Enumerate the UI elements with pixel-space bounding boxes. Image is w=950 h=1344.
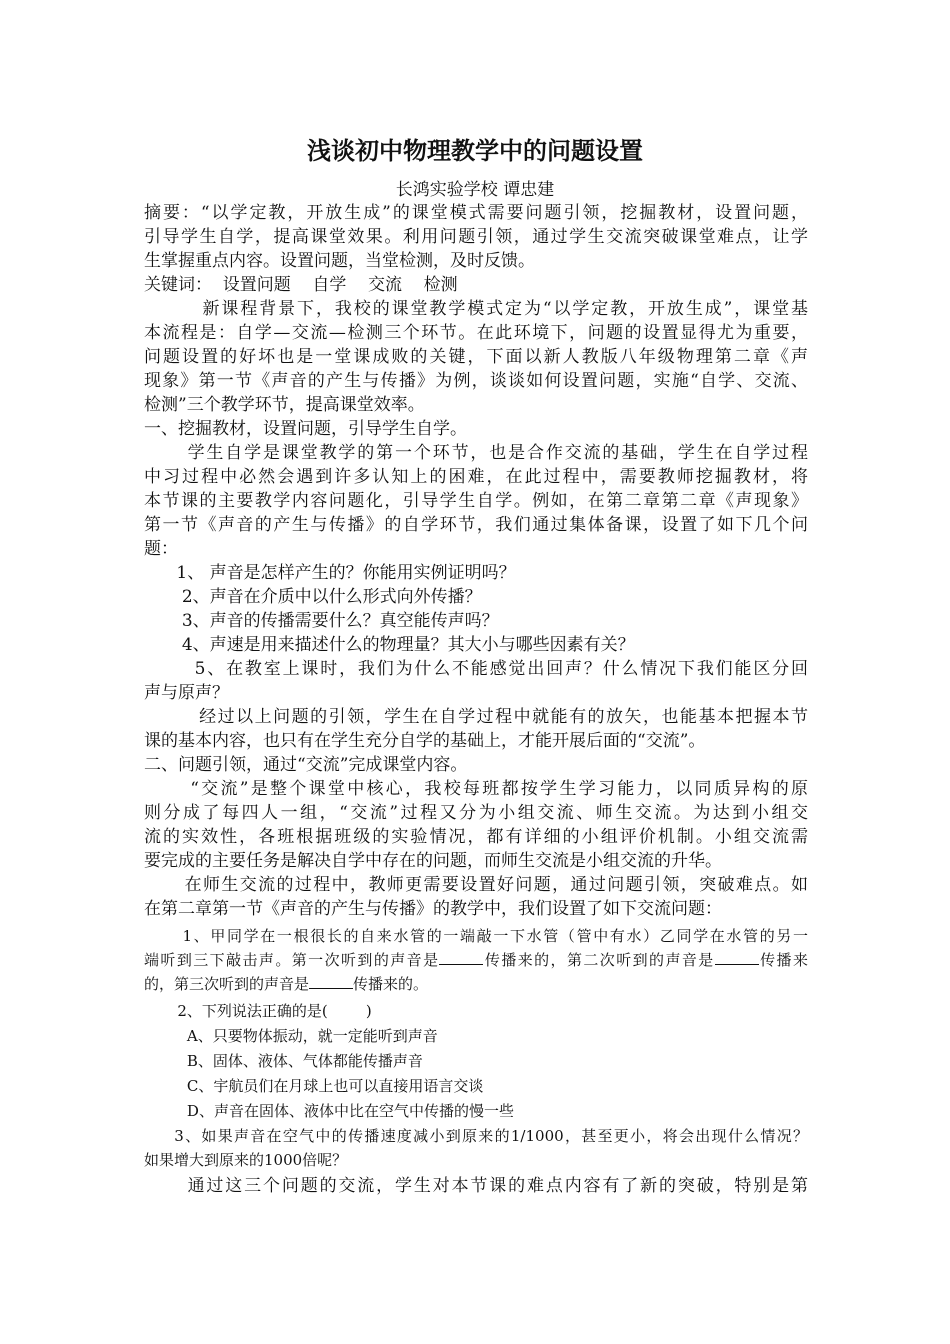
- paragraph-line: 流的实效性，各班根据班级的实验情况，都有详细的小组评价机制。小组交流需: [144, 827, 808, 847]
- answer-blank[interactable]: [715, 950, 759, 965]
- exercise-3-line: 3、如果声音在空气中的传播速度减小到原来的1/1000，甚至更小，将会出现什么情况？: [144, 1127, 808, 1145]
- paragraph-line: 问题设置的好坏也是一堂课成败的关键，下面以新人教版八年级物理第二章《声: [144, 347, 808, 367]
- question-item: 1、 声音是怎样产生的？你能用实例证明吗？: [144, 563, 516, 583]
- abstract-line: 生掌握重点内容。设置问题，当堂检测，及时反馈。: [144, 251, 535, 271]
- paragraph-line: 课的基本内容，也只有在学生充分自学的基础上，才能开展后面的“交流”。: [144, 731, 706, 751]
- paragraph-line: 经过以上问题的引领，学生在自学过程中就能有的放矢，也能基本把握本节: [144, 707, 808, 727]
- paragraph-line: 第一节《声音的产生与传播》的自学环节，我们通过集体备课，设置了如下几个问: [144, 515, 808, 535]
- abstract-line: 摘要：“以学定教，开放生成”的课堂模式需要问题引领，挖掘教材，设置问题，: [144, 203, 808, 223]
- paragraph-line: 题：: [144, 539, 178, 559]
- answer-blank[interactable]: [439, 950, 483, 965]
- paragraph-line: 现象》第一节《声音的产生与传播》为例，谈谈如何设置问题，实施“自学、交流、: [144, 371, 808, 391]
- paragraph-line: 本流程是：自学—交流—检测三个环节。在此环境下，问题的设置显得尤为重要，: [144, 323, 808, 343]
- answer-blank[interactable]: [309, 974, 353, 989]
- paragraph-line: 新课程背景下，我校的课堂教学模式定为“以学定教，开放生成”，课堂基: [144, 299, 808, 319]
- paragraph-line: 本节课的主要教学内容问题化，引导学生自学。例如，在第二章第二章《声现象》: [144, 491, 808, 511]
- question-item: 5、在教室上课时，我们为什么不能感觉出回声？什么情况下我们能区分回: [144, 659, 808, 679]
- question-item: 3、声音的传播需要什么？真空能传声吗？: [144, 611, 499, 631]
- exercise-3-line: 如果增大到原来的1000倍呢？: [144, 1151, 348, 1169]
- paragraph-line: 通过这三个问题的交流，学生对本节课的难点内容有了新的突破，特别是第: [144, 1176, 808, 1196]
- exercise-2-option: A、只要物体振动，就一定能听到声音: [144, 1027, 438, 1045]
- section-heading-2: 二、问题引领，通过“交流”完成课堂内容。: [144, 755, 468, 775]
- author-line: 长鸿实验学校 谭忠建: [395, 180, 555, 200]
- exercise-2-stem: 2、下列说法正确的是( ): [144, 1002, 372, 1020]
- exercise-2-option: C、宇航员们在月球上也可以直接用语言交谈: [144, 1077, 484, 1095]
- question-item: 4、声速是用来描述什么的物理量？其大小与哪些因素有关？: [144, 635, 635, 655]
- keywords-line: 关键词： 设置问题 自学 交流 检测: [144, 275, 458, 295]
- paragraph-line: 在师生交流的过程中，教师更需要设置好问题，通过问题引领，突破难点。如: [144, 875, 808, 895]
- exercise-2-option: B、固体、液体、气体都能传播声音: [144, 1052, 423, 1070]
- question-item: 声与原声？: [144, 683, 229, 703]
- paragraph-line: 在第二章第一节《声音的产生与传播》的教学中，我们设置了如下交流问题：: [144, 899, 722, 919]
- paragraph-line: “交流”是整个课堂中核心，我校每班都按学生学习能力，以同质异构的原: [144, 779, 808, 799]
- abstract-line: 引导学生自学，提高课堂效果。利用问题引领，通过学生交流突破课堂难点，让学: [144, 227, 808, 247]
- section-heading-1: 一、挖掘教材，设置问题，引导学生自学。: [144, 419, 467, 439]
- exercise-2-option: D、声音在固体、液体中比在空气中传播的慢一些: [144, 1102, 514, 1120]
- paragraph-line: 则分成了每四人一组，“交流”过程又分为小组交流、师生交流。为达到小组交: [144, 803, 808, 823]
- question-item: 2、声音在介质中以什么形式向外传播？: [144, 587, 482, 607]
- paragraph-line: 学生自学是课堂教学的第一个环节，也是合作交流的基础，学生在自学过程: [144, 443, 808, 463]
- exercise-1-line: 的，第三次听到的声音是 传播来的。: [144, 975, 429, 993]
- paragraph-line: 中习过程中必然会遇到许多认知上的困难，在此过程中，需要教师挖掘教材，将: [144, 467, 808, 487]
- exercise-1-line: 1、甲同学在一根很长的自来水管的一端敲一下水管（管中有水）乙同学在水管的另一: [144, 927, 808, 945]
- paragraph-line: 要完成的主要任务是解决自学中存在的问题，而师生交流是小组交流的升华。: [144, 851, 722, 871]
- paragraph-line: 检测”三个教学环节，提高课堂效率。: [144, 395, 425, 415]
- document-title: 浅谈初中物理教学中的问题设置: [307, 136, 643, 165]
- exercise-1-line: 端听到三下敲击声。第一次听到的声音是 传播来的，第二次听到的声音是 传播来: [144, 951, 808, 969]
